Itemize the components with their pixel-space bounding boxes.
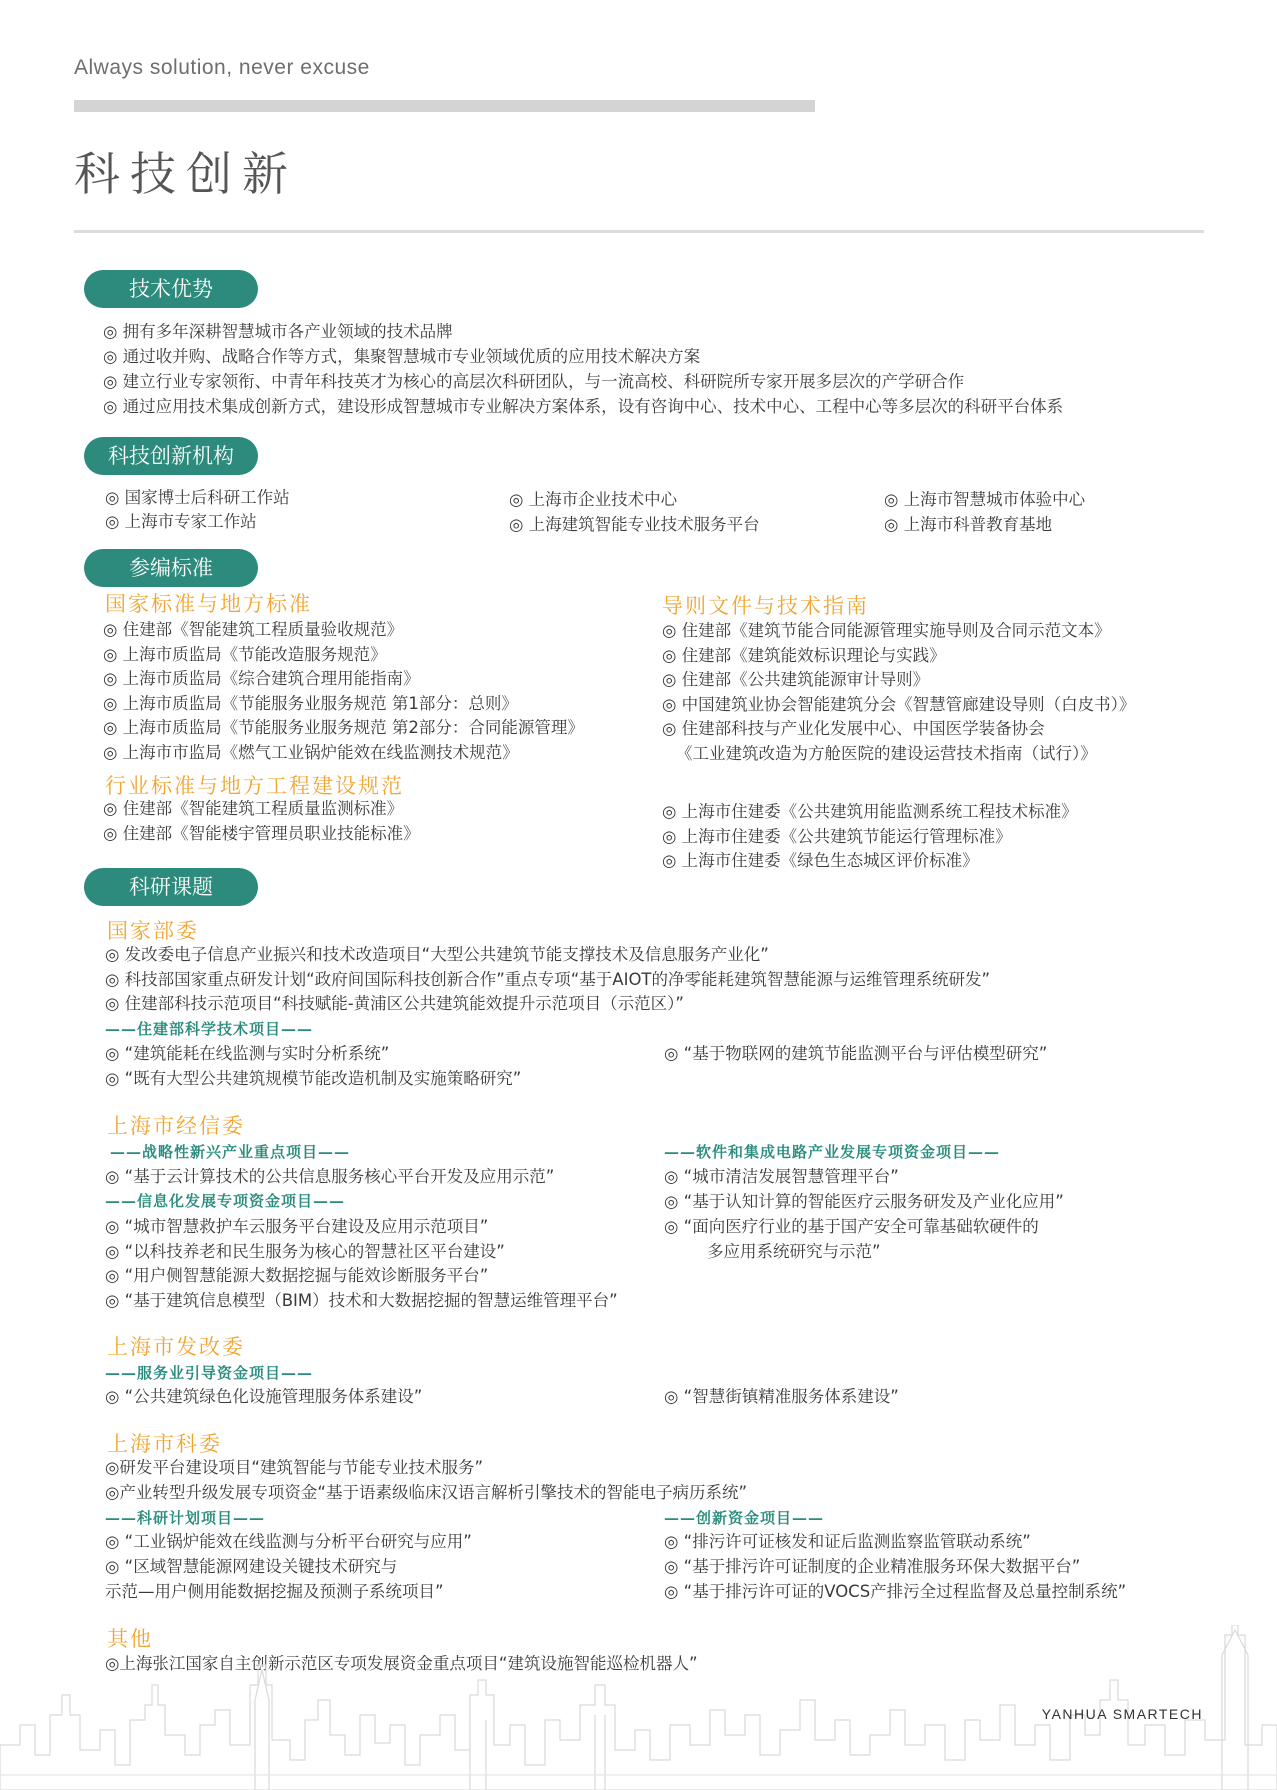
list-item: ◎产业转型升级发展专项资金“基于语素级临床汉语言解析引擎技术的智能电子病历系统”	[105, 1483, 747, 1502]
section-label-institutions: 科技创新机构	[84, 437, 258, 475]
list-item: ◎ “建筑能耗在线监测与实时分析系统”	[105, 1044, 390, 1063]
list-item: ◎ 上海市智慧城市体验中心	[884, 490, 1086, 509]
list-item: ◎ 上海市质监局《节能服务业服务规范 第2部分：合同能源管理》	[103, 718, 584, 737]
list-item: ◎ 住建部《智能建筑工程质量验收规范》	[103, 620, 404, 639]
brand-name: YANHUA SMARTECH	[1041, 1706, 1203, 1722]
section-label-tech-advantage: 技术优势	[84, 270, 258, 308]
list-item: ◎ “面向医疗行业的基于国产安全可靠基础软硬件的	[664, 1217, 1039, 1236]
list-item: ◎ 上海市质监局《节能改造服务规范》	[103, 645, 387, 664]
list-item: ◎ 住建部《智能建筑工程质量监测标准》	[103, 799, 404, 818]
section-label-research: 科研课题	[84, 868, 258, 906]
list-item: ◎ 住建部《公共建筑能源审计导则》	[662, 670, 930, 689]
list-item: ◎研发平台建设项目“建筑智能与节能专业技术服务”	[105, 1458, 483, 1477]
list-item: ◎ 通过应用技术集成创新方式，建设形成智慧城市专业解决方案体系，设有咨询中心、技术中心、工程中心等多层次的科研平台体系	[103, 397, 1064, 416]
list-item: ◎ “区域智慧能源网建设关键技术研究与	[105, 1557, 398, 1576]
page-title: 科技创新	[74, 147, 298, 201]
subheading-other: 其他	[107, 1627, 153, 1651]
subheading-moh-projects: ——住建部科学技术项目——	[105, 1020, 314, 1038]
subheading-national-ministries: 国家部委	[107, 919, 199, 943]
subheading-national-standards: 国家标准与地方标准	[105, 592, 312, 616]
list-item: ◎ 上海市住建委《绿色生态城区评价标准》	[662, 851, 979, 870]
list-item: ◎ 住建部科技与产业化发展中心、中国医学装备协会	[662, 719, 1045, 738]
subheading-software-fund: ——软件和集成电路产业发展专项资金项目——	[664, 1143, 1001, 1161]
list-item: ◎ “既有大型公共建筑规模节能改造机制及实施策略研究”	[105, 1069, 522, 1088]
list-item: ◎ “城市智慧救护车云服务平台建设及应用示范项目”	[105, 1217, 489, 1236]
list-item: ◎ “城市清洁发展智慧管理平台”	[664, 1167, 899, 1186]
list-item: ◎ 住建部《建筑节能合同能源管理实施导则及合同示范文本》	[662, 621, 1111, 640]
list-item: ◎ 拥有多年深耕智慧城市各产业领域的技术品牌	[103, 322, 453, 341]
subheading-guides: 导则文件与技术指南	[662, 594, 869, 618]
top-bar	[74, 100, 815, 112]
list-item: ◎ “公共建筑绿色化设施管理服务体系建设”	[105, 1387, 423, 1406]
list-item: ◎ “基于认知计算的智能医疗云服务研发及产业化应用”	[664, 1192, 1064, 1211]
list-item: ◎ 上海市科普教育基地	[884, 515, 1053, 534]
tagline: Always solution, never excuse	[74, 56, 370, 79]
list-item: ◎ “基于物联网的建筑节能监测平台与评估模型研究”	[664, 1044, 1048, 1063]
list-item: ◎ “基于云计算技术的公共信息服务核心平台开发及应用示范”	[105, 1167, 555, 1186]
list-item: ◎ 上海市质监局《节能服务业服务规范 第1部分：总则》	[103, 694, 518, 713]
list-item: 多应用系统研究与示范”	[707, 1242, 881, 1261]
list-item: ◎ 中国建筑业协会智能建筑分会《智慧管廊建设导则（白皮书）》	[662, 695, 1136, 714]
list-item: ◎上海张江国家自主创新示范区专项发展资金重点项目“建筑设施智能巡检机器人”	[105, 1654, 698, 1673]
list-item: ◎ “以科技养老和民生服务为核心的智慧社区平台建设”	[105, 1242, 505, 1261]
list-item: ◎ 住建部《建筑能效标识理论与实践》	[662, 646, 946, 665]
section-label-standards: 参编标准	[84, 549, 258, 587]
list-item: ◎ 上海市住建委《公共建筑用能监测系统工程技术标准》	[662, 802, 1078, 821]
title-divider	[74, 230, 1204, 233]
list-item: ◎ 上海市企业技术中心	[509, 490, 678, 509]
list-item: ◎ 发改委电子信息产业振兴和技术改造项目“大型公共建筑节能支撑技术及信息服务产业化”	[105, 945, 769, 964]
subheading-innovation-fund: ——创新资金项目——	[664, 1509, 825, 1527]
list-item: ◎ 住建部《智能楼宇管理员职业技能标准》	[103, 824, 420, 843]
subheading-strategic-projects: ——战略性新兴产业重点项目——	[110, 1143, 351, 1161]
subheading-sheitc: 上海市经信委	[107, 1114, 245, 1138]
list-item: ◎ 上海市市监局《燃气工业锅炉能效在线监测技术规范》	[103, 743, 519, 762]
list-item: ◎ “基于建筑信息模型（BIM）技术和大数据挖掘的智慧运维管理平台”	[105, 1291, 618, 1310]
list-item: ◎ “智慧街镇精准服务体系建设”	[664, 1387, 899, 1406]
list-item: ◎ “用户侧智慧能源大数据挖掘与能效诊断服务平台”	[105, 1266, 489, 1285]
list-item: ◎ “工业锅炉能效在线监测与分析平台研究与应用”	[105, 1532, 472, 1551]
subheading-shstc: 上海市科委	[107, 1432, 222, 1456]
list-item: ◎ “基于排污许可证制度的企业精准服务环保大数据平台”	[664, 1557, 1081, 1576]
list-item: ◎ 科技部国家重点研发计划“政府间国际科技创新合作”重点专项“基于AIOT的净零能耗建筑智慧能源与运维管理系统研发”	[105, 970, 991, 989]
list-item: ◎ “排污许可证核发和证后监测监察监管联动系统”	[664, 1532, 1031, 1551]
list-item: ◎ 上海建筑智能专业技术服务平台	[509, 515, 760, 534]
list-item: ◎ 上海市质监局《综合建筑合理用能指南》	[103, 669, 420, 688]
list-item: ◎ 住建部科技示范项目“科技赋能-黄浦区公共建筑能效提升示范项目（示范区）”	[105, 994, 684, 1013]
list-item: ◎ “基于排污许可证的VOCS产排污全过程监督及总量控制系统”	[664, 1582, 1127, 1601]
subheading-service-fund: ——服务业引导资金项目——	[105, 1364, 314, 1382]
subheading-research-plan: ——科研计划项目——	[105, 1509, 266, 1527]
list-item: ◎ 建立行业专家领衔、中青年科技英才为核心的高层次科研团队，与一流高校、科研院所专家开展多层次的产学研合作	[103, 372, 965, 391]
list-item: 《工业建筑改造为方舱医院的建设运营技术指南（试行）》	[676, 744, 1097, 763]
subheading-shdrc: 上海市发改委	[107, 1335, 245, 1359]
list-item: ◎ 上海市住建委《公共建筑节能运行管理标准》	[662, 827, 1012, 846]
list-item: ◎ 上海市专家工作站	[105, 512, 257, 531]
list-item: ◎ 通过收并购、战略合作等方式，集聚智慧城市专业领域优质的应用技术解决方案	[103, 347, 701, 366]
subheading-info-fund: ——信息化发展专项资金项目——	[105, 1192, 346, 1210]
subheading-industry-standards: 行业标准与地方工程建设规范	[105, 774, 404, 798]
list-item: ◎ 国家博士后科研工作站	[105, 488, 290, 507]
list-item: 示范—用户侧用能数据挖掘及预测子系统项目”	[105, 1582, 444, 1601]
